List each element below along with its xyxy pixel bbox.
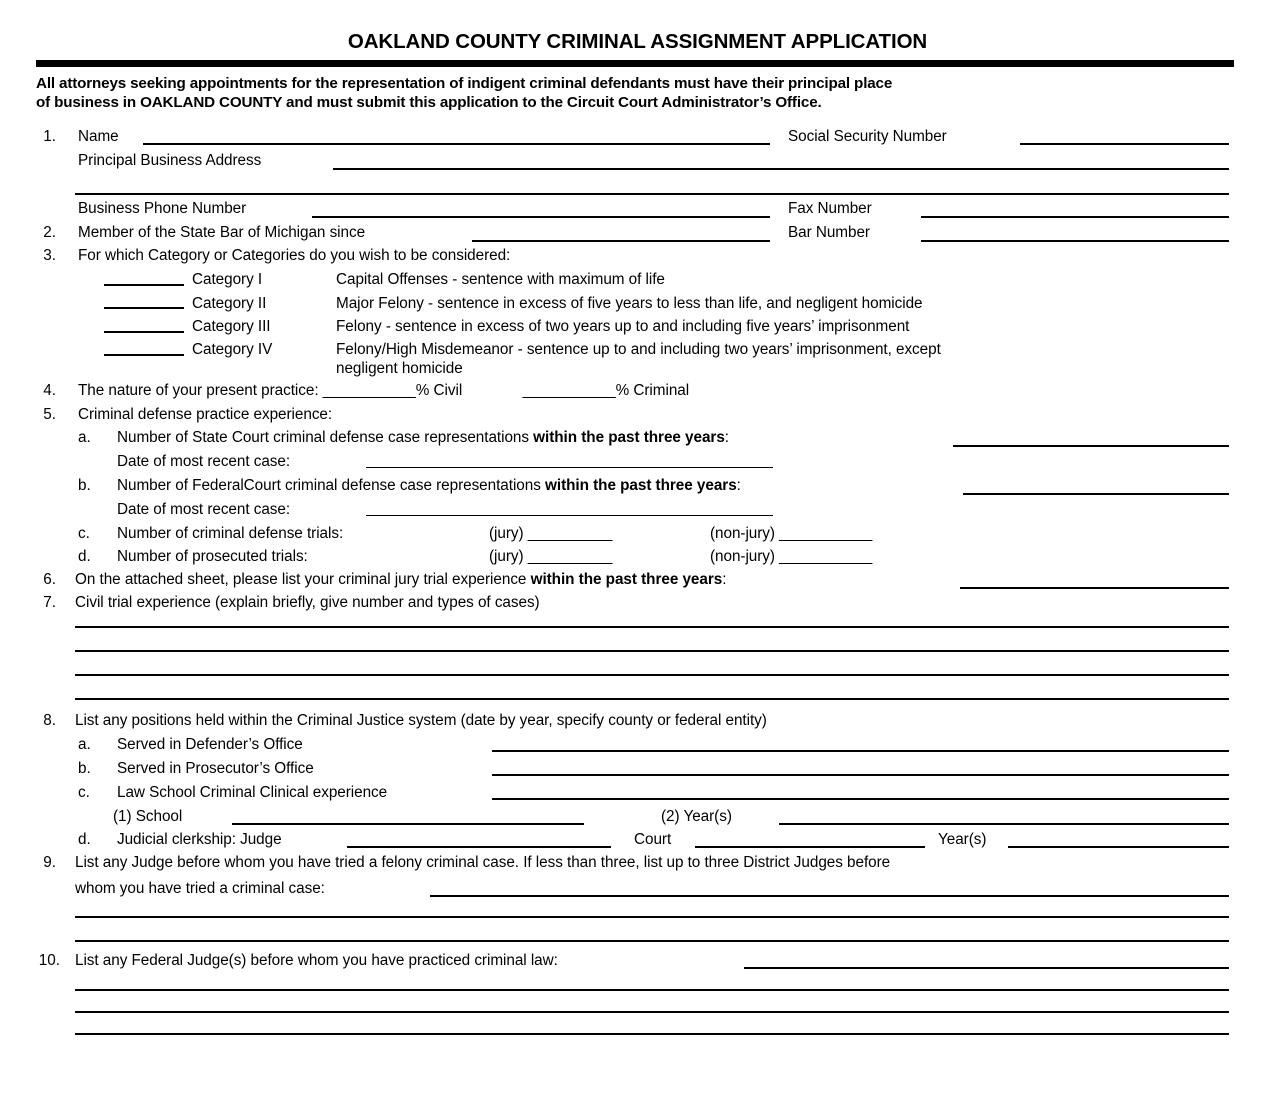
jury-trial-text-bold: within the past three years [530, 571, 723, 588]
civil-trial-input-line-3[interactable] [75, 674, 1229, 676]
fax-number-label: Fax Number [788, 200, 872, 217]
bar-number-label: Bar Number [788, 224, 870, 241]
judicial-clerkship-years-input-line[interactable] [1008, 846, 1229, 848]
state-court-text-bold: within the past three years [533, 429, 725, 446]
item-8c-letter: c. [78, 784, 90, 801]
intro-line-2: of business in OAKLAND COUNTY and must submit this application to the Circuit Court Administrator’s Office. [36, 94, 822, 111]
category-3-checkbox-line[interactable] [104, 331, 184, 333]
category-2-name: Category II [192, 295, 267, 312]
criminal-defense-trials-label: Number of criminal defense trials: [117, 525, 344, 542]
category-4-description-line2: negligent homicide [336, 360, 463, 377]
federal-judges-input-line-4[interactable] [75, 1033, 1229, 1035]
state-court-text-post: : [724, 429, 729, 446]
categories-prompt: For which Category or Categories do you wish to be considered: [78, 247, 511, 264]
category-1-checkbox-line[interactable] [104, 284, 184, 286]
category-3-description: Felony - sentence in excess of two years up to and including five years’ imprisonment [336, 318, 910, 335]
criminal-defense-jury-input[interactable]: __________ [527, 525, 613, 542]
civil-trial-experience-label: Civil trial experience (explain briefly, give number and types of cases) [75, 594, 540, 611]
school-label: (1) School [113, 808, 183, 825]
criminal-defense-nonjury-input[interactable]: ___________ [779, 525, 873, 542]
prosecuted-trials-label: Number of prosecuted trials: [117, 548, 308, 565]
percent-civil-input[interactable]: ___________ [322, 382, 416, 399]
item-5b-letter: b. [78, 477, 91, 494]
category-4-description: Felony/High Misdemeanor - sentence up to and including two years’ imprisonment, except [336, 341, 941, 358]
state-court-text-pre: Number of State Court criminal defense case representations [117, 429, 534, 446]
federal-court-recent-case-input-line[interactable] [366, 515, 773, 516]
state-court-recent-case-input-line[interactable] [366, 467, 773, 468]
item-6-number: 6. [43, 571, 56, 588]
law-school-clinical-input-line[interactable] [492, 798, 1229, 800]
civil-trial-input-line-4[interactable] [75, 698, 1229, 700]
prosecuted-trials-jury [489, 548, 612, 566]
felony-judges-line-1: List any Judge before whom you have tried a felony criminal case. If less than three, list up to three District Judges before [75, 854, 891, 871]
name-input-line[interactable] [143, 143, 770, 145]
prosecuted-jury-input[interactable]: __________ [527, 548, 613, 565]
percent-civil-label: % Civil [415, 382, 463, 399]
item-7-number: 7. [43, 594, 56, 611]
category-3-name: Category III [192, 318, 271, 335]
address-input-line-1[interactable] [333, 168, 1229, 170]
felony-judges-line-2: whom you have tried a criminal case: [75, 880, 325, 897]
category-1-name: Category I [192, 271, 263, 288]
state-court-representations-input-line[interactable] [953, 445, 1229, 447]
category-2-checkbox-line[interactable] [104, 307, 184, 309]
address-input-line-2[interactable] [75, 193, 1229, 195]
prosecuted-nonjury-label: (non-jury) [710, 548, 775, 565]
criminal-defense-nonjury-label: (non-jury) [710, 525, 775, 542]
judicial-clerkship-label: Judicial clerkship: Judge [117, 831, 282, 848]
prosecutors-office-label: Served in Prosecutor’s Office [117, 760, 314, 777]
defenders-office-label: Served in Defender’s Office [117, 736, 303, 753]
defenders-office-input-line[interactable] [492, 750, 1229, 752]
federal-court-text-bold: within the past three years [545, 477, 737, 494]
federal-court-representations-label [117, 477, 741, 495]
state-court-recent-case-label: Date of most recent case: [117, 453, 291, 470]
federal-court-recent-case-label: Date of most recent case: [117, 501, 291, 518]
fax-number-input-line[interactable] [921, 216, 1229, 218]
present-practice-row [78, 382, 689, 400]
title-divider [36, 60, 1234, 67]
principal-business-address-label: Principal Business Address [78, 152, 262, 169]
category-2-description: Major Felony - sentence in excess of five years to less than life, and negligent homicide [336, 295, 923, 312]
criminal-defense-jury-label: (jury) [489, 525, 524, 542]
intro-paragraph [36, 74, 1236, 112]
percent-criminal-label: % Criminal [615, 382, 690, 399]
item-8b-letter: b. [78, 760, 91, 777]
bar-number-input-line[interactable] [921, 240, 1229, 242]
criminal-justice-positions-prompt: List any positions held within the Criminal Justice system (date by year, specify county or federal entity) [75, 712, 767, 729]
jury-trial-experience-label [75, 571, 726, 589]
prosecuted-nonjury-input[interactable]: ___________ [779, 548, 873, 565]
criminal-defense-experience-prompt: Criminal defense practice experience: [78, 406, 333, 423]
school-input-line[interactable] [232, 823, 584, 825]
judicial-clerkship-judge-input-line[interactable] [347, 846, 611, 848]
federal-court-representations-input-line[interactable] [963, 493, 1229, 495]
federal-court-text-post: : [736, 477, 741, 494]
federal-judges-label: List any Federal Judge(s) before whom you have practiced criminal law: [75, 952, 558, 969]
law-school-clinical-label: Law School Criminal Clinical experience [117, 784, 388, 801]
felony-judges-input-line-3[interactable] [75, 940, 1229, 942]
intro-line-1: All attorneys seeking appointments for the representation of indigent criminal defendants must have their principal place [36, 75, 893, 92]
judicial-clerkship-court-input-line[interactable] [695, 846, 925, 848]
jury-trial-experience-input-line[interactable] [960, 587, 1229, 589]
ssn-label: Social Security Number [788, 128, 947, 145]
state-bar-since-input-line[interactable] [472, 240, 770, 242]
item-5c-letter: c. [78, 525, 90, 542]
federal-judges-input-line-3[interactable] [75, 1011, 1229, 1013]
category-1-description: Capital Offenses - sentence with maximum of life [336, 271, 665, 288]
school-years-label: (2) Year(s) [661, 808, 732, 825]
criminal-defense-trials-jury [489, 525, 612, 543]
ssn-input-line[interactable] [1020, 143, 1229, 145]
civil-trial-input-line-2[interactable] [75, 650, 1229, 652]
business-phone-input-line[interactable] [312, 216, 770, 218]
item-9-number: 9. [43, 854, 56, 871]
state-court-representations-label [117, 429, 729, 447]
item-5-number: 5. [43, 406, 56, 423]
percent-criminal-input[interactable]: ___________ [522, 382, 616, 399]
item-8d-letter: d. [78, 831, 91, 848]
item-2-number: 2. [43, 224, 56, 241]
name-label: Name [78, 128, 119, 145]
item-8a-letter: a. [78, 736, 91, 753]
felony-judges-input-line-1[interactable] [430, 895, 1229, 897]
state-bar-since-label: Member of the State Bar of Michigan since [78, 224, 366, 241]
prosecuted-trials-nonjury [710, 548, 872, 566]
prosecuted-jury-label: (jury) [489, 548, 524, 565]
felony-judges-input-line-2[interactable] [75, 916, 1229, 918]
school-years-input-line[interactable] [779, 823, 1229, 825]
category-4-name: Category IV [192, 341, 273, 358]
jury-trial-text-post: : [722, 571, 727, 588]
item-5a-letter: a. [78, 429, 91, 446]
item-10-number: 10. [38, 952, 60, 969]
item-4-number: 4. [43, 382, 56, 399]
federal-court-text-pre: Number of FederalCourt criminal defense case representations [117, 477, 546, 494]
item-8-number: 8. [43, 712, 56, 729]
clerkship-court-label: Court [634, 831, 672, 848]
civil-trial-input-line-1[interactable] [75, 626, 1229, 628]
present-practice-prompt: The nature of your present practice: [78, 382, 319, 399]
criminal-defense-trials-nonjury [710, 525, 872, 543]
federal-judges-input-line-1[interactable] [744, 967, 1229, 969]
item-1-number: 1. [43, 128, 56, 145]
federal-judges-input-line-2[interactable] [75, 989, 1229, 991]
jury-trial-text-pre: On the attached sheet, please list your criminal jury trial experience [75, 571, 531, 588]
business-phone-label: Business Phone Number [78, 200, 247, 217]
item-5d-letter: d. [78, 548, 91, 565]
category-4-checkbox-line[interactable] [104, 354, 184, 356]
clerkship-years-label: Year(s) [938, 831, 987, 848]
prosecutors-office-input-line[interactable] [492, 774, 1229, 776]
page-title: OAKLAND COUNTY CRIMINAL ASSIGNMENT APPLICATION [347, 30, 928, 53]
item-3-number: 3. [43, 247, 56, 264]
